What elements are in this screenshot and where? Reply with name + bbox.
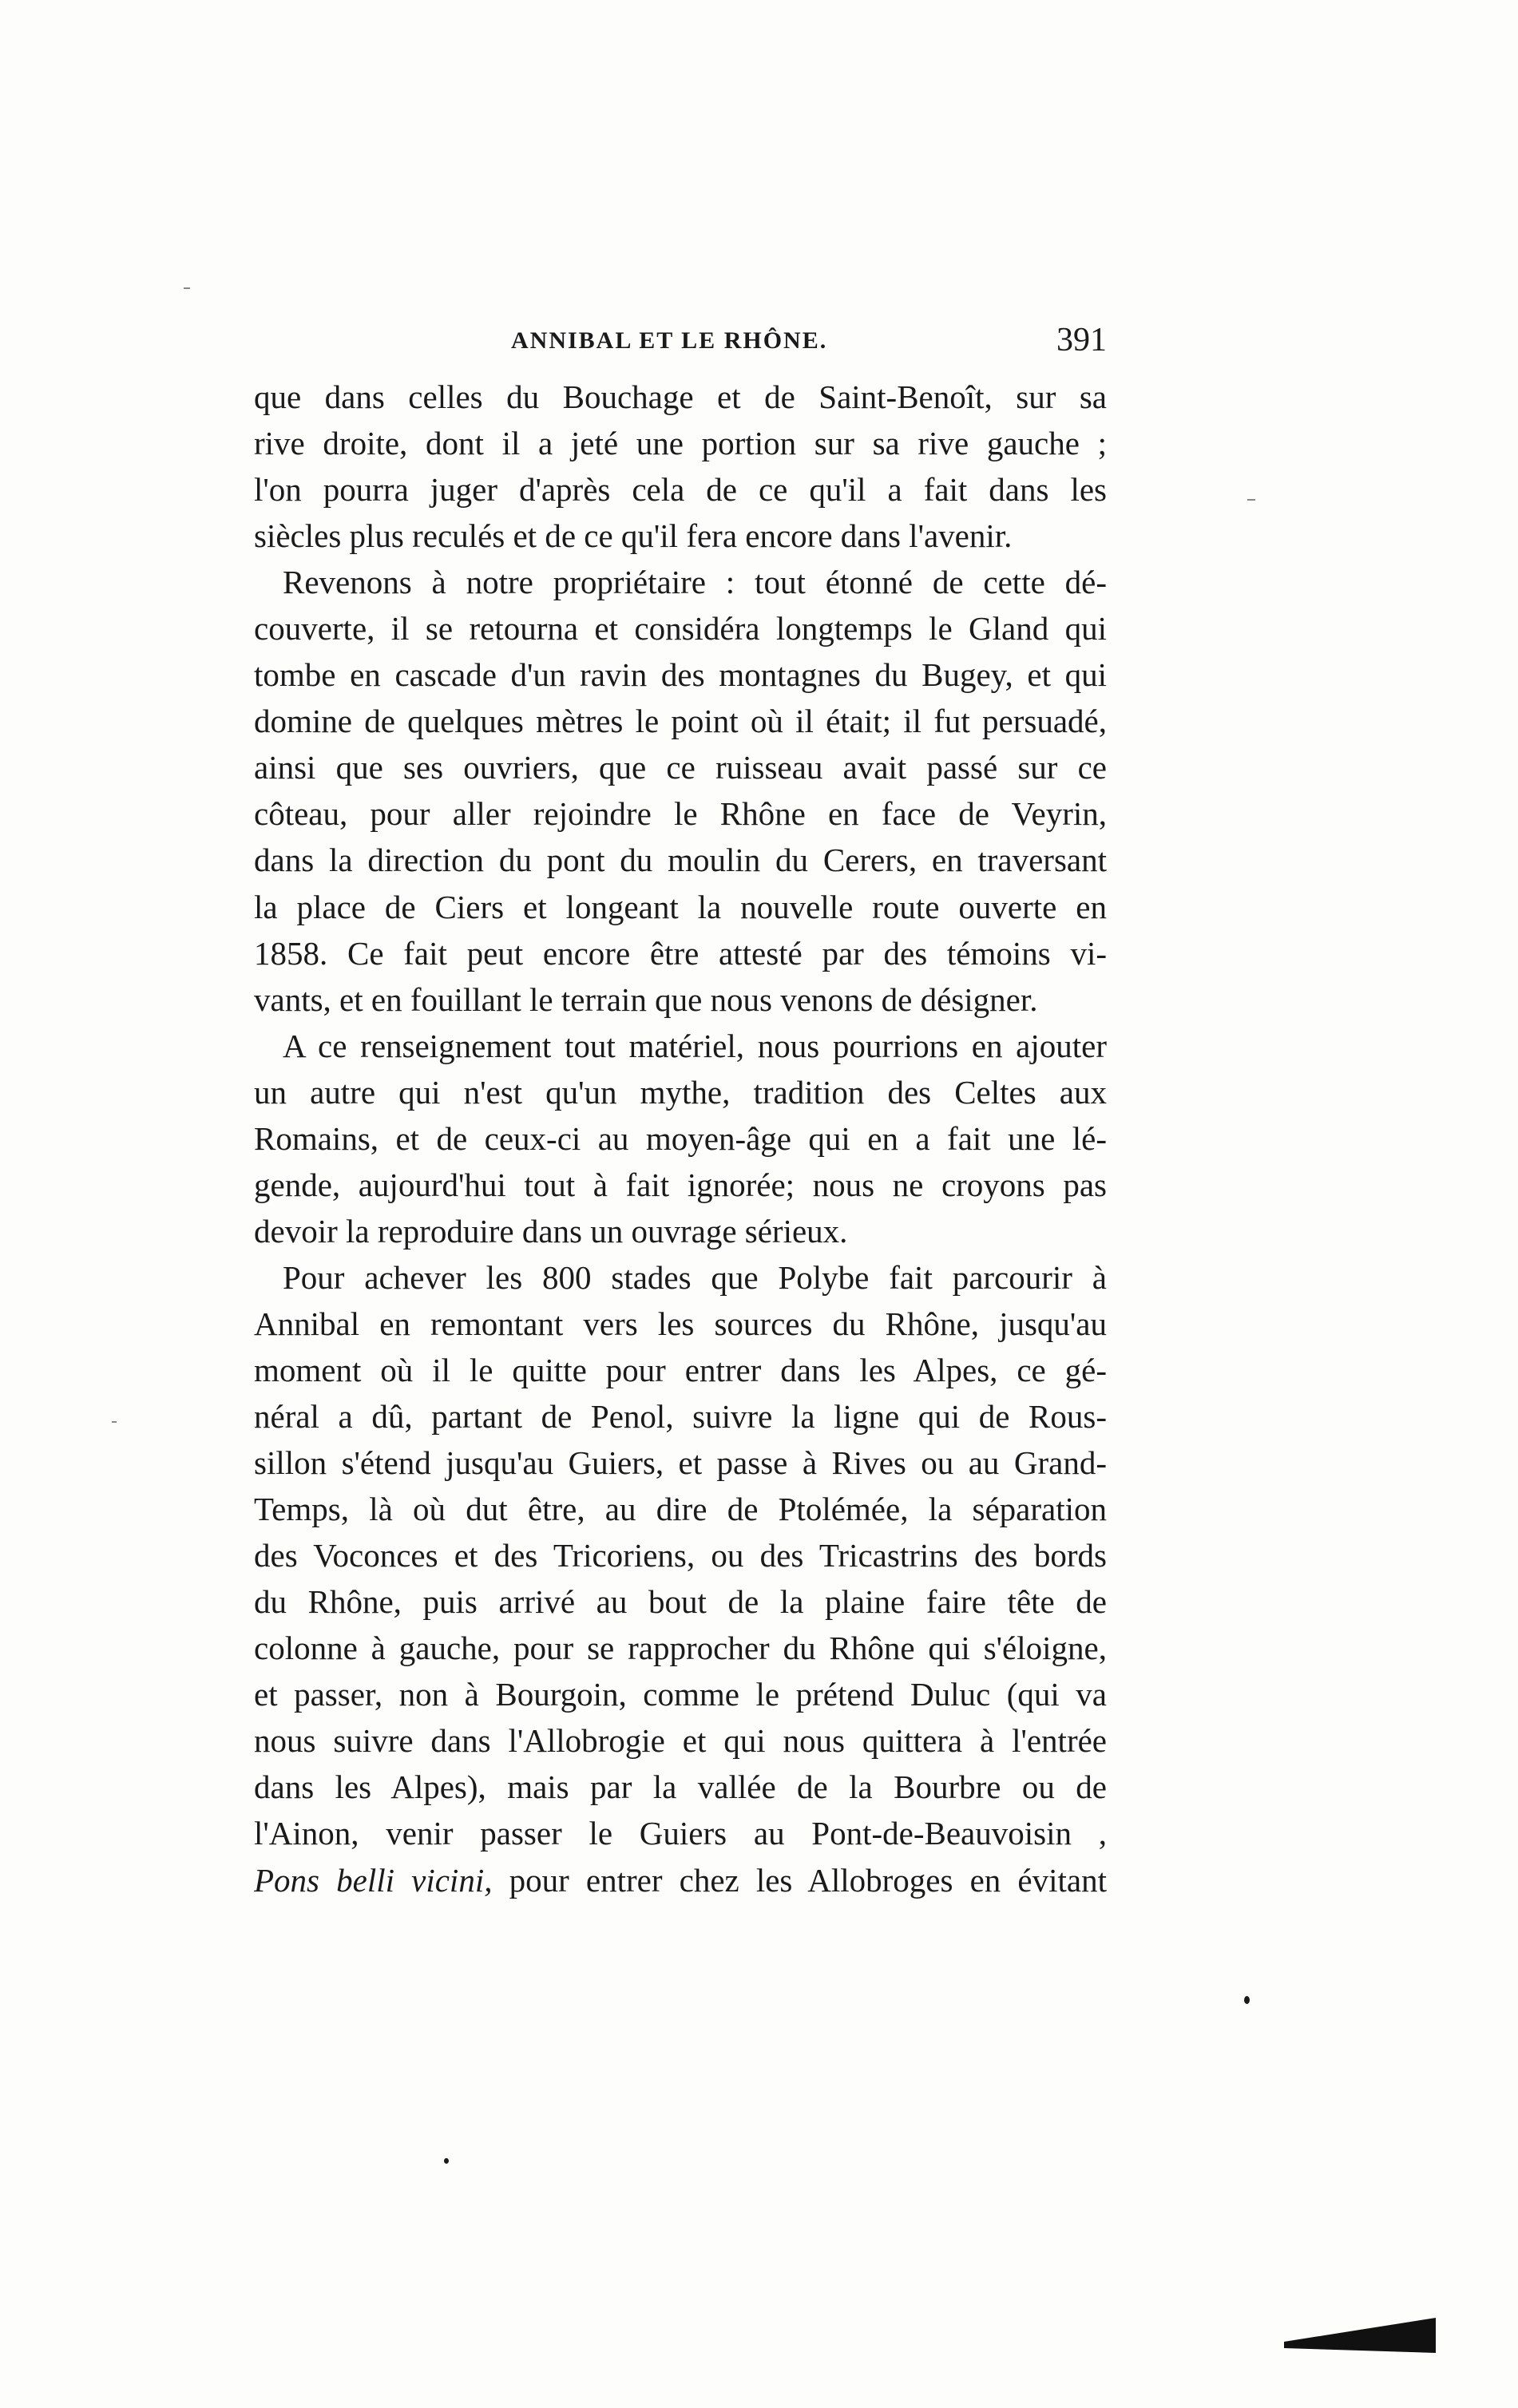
text-line: rive droite, dont il a jeté une portion sur sa rive gauche ;	[254, 425, 1107, 462]
text-line: dans les Alpes), mais par la vallée de la Bourbre ou de	[254, 1768, 1107, 1806]
text-line: néral a dû, partant de Penol, suivre la ligne qui de Rous-	[254, 1398, 1107, 1436]
text-line: nous suivre dans l'Allobrogie et qui nous quittera à l'entrée	[254, 1722, 1107, 1760]
text-line: siècles plus reculés et de ce qu'il fera encore dans l'avenir.	[254, 517, 1013, 555]
text-line: du Rhône, puis arrivé au bout de la plaine faire tête de	[254, 1583, 1107, 1621]
text-line: Annibal en remontant vers les sources du Rhône, jusqu'au	[254, 1305, 1107, 1342]
line-continuation: pour entrer chez les Allobroges en évitant	[492, 1861, 1107, 1899]
ink-speck	[112, 1421, 117, 1423]
text-line: moment où il le quitte pour entrer dans les Alpes, ce gé-	[254, 1351, 1107, 1388]
text-line: devoir la reproduire dans un ouvrage sérieux.	[254, 1212, 848, 1250]
text-line: Revenons à notre propriétaire : tout étonné de cette dé-	[283, 564, 1107, 601]
text-line: gende, aujourd'hui tout à fait ignorée; nous ne croyons pas	[254, 1166, 1107, 1203]
text-line: côteau, pour aller rejoindre le Rhône en face de Veyrin,	[254, 795, 1107, 833]
text-line: et passer, non à Bourgoin, comme le prétend Duluc (qui va	[254, 1676, 1107, 1713]
text-line: l'Ainon, venir passer le Guiers au Pont-de-Beauvoisin ,	[254, 1815, 1107, 1852]
running-title: ANNIBAL ET LE RHÔNE.	[511, 327, 828, 354]
ink-speck	[1247, 499, 1255, 501]
latin-phrase: Pons belli vicini,	[254, 1861, 493, 1899]
text-line: dans la direction du pont du moulin du Cerers, en traversant	[254, 842, 1107, 879]
text-line: Romains, et de ceux-ci au moyen-âge qui en a fait une lé-	[254, 1119, 1107, 1157]
text-line: sillon s'étend jusqu'au Guiers, et passe à Rives ou au Grand-	[254, 1444, 1107, 1482]
text-line: 1858. Ce fait peut encore être attesté par des témoins vi-	[254, 934, 1107, 972]
scan-edge-mark	[1284, 2318, 1436, 2353]
text-line: ainsi que ses ouvriers, que ce ruisseau avait passé sur ce	[254, 749, 1107, 786]
paragraph-4	[254, 1254, 1107, 1903]
text-line: vants, et en fouillant le terrain que nous venons de désigner.	[254, 980, 1038, 1018]
text-line: colonne à gauche, pour se rapprocher du Rhône qui s'éloigne,	[254, 1630, 1107, 1667]
paragraph-2	[254, 559, 1107, 1022]
ink-speck	[444, 2158, 449, 2164]
text-line: Temps, là où dut être, au dire de Ptolémée, la séparation	[254, 1491, 1107, 1528]
text-line: des Voconces et des Tricoriens, ou des Tricastrins des bords	[254, 1537, 1107, 1574]
text-line: que dans celles du Bouchage et de Saint-Benoît, sur sa	[254, 378, 1107, 415]
text-line: tombe en cascade d'un ravin des montagnes du Bugey, et qui	[254, 656, 1107, 694]
page-number: 391	[1056, 322, 1107, 358]
text-line: domine de quelques mètres le point où il était; il fut persuadé,	[254, 703, 1107, 740]
paragraph-1	[254, 374, 1107, 559]
text-line: l'on pourra juger d'après cela de ce qu'il a fait dans les	[254, 471, 1107, 509]
text-line: couverte, il se retourna et considéra longtemps le Gland qui	[254, 610, 1107, 648]
paragraph-3	[254, 1023, 1107, 1254]
page-header	[254, 321, 1107, 369]
ink-speck	[184, 287, 190, 289]
text-line: Pour achever les 800 stades que Polybe fait parcourir à	[283, 1258, 1107, 1296]
text-line: un autre qui n'est qu'un mythe, tradition des Celtes aux	[254, 1073, 1107, 1111]
text-line-final	[254, 1857, 1107, 1903]
ink-speck	[1244, 1996, 1250, 2004]
text-line: la place de Ciers et longeant la nouvelle route ouverte en	[254, 888, 1107, 925]
text-line: A ce renseignement tout matériel, nous pourrions en ajouter	[283, 1027, 1107, 1064]
body-text	[254, 374, 1107, 1903]
